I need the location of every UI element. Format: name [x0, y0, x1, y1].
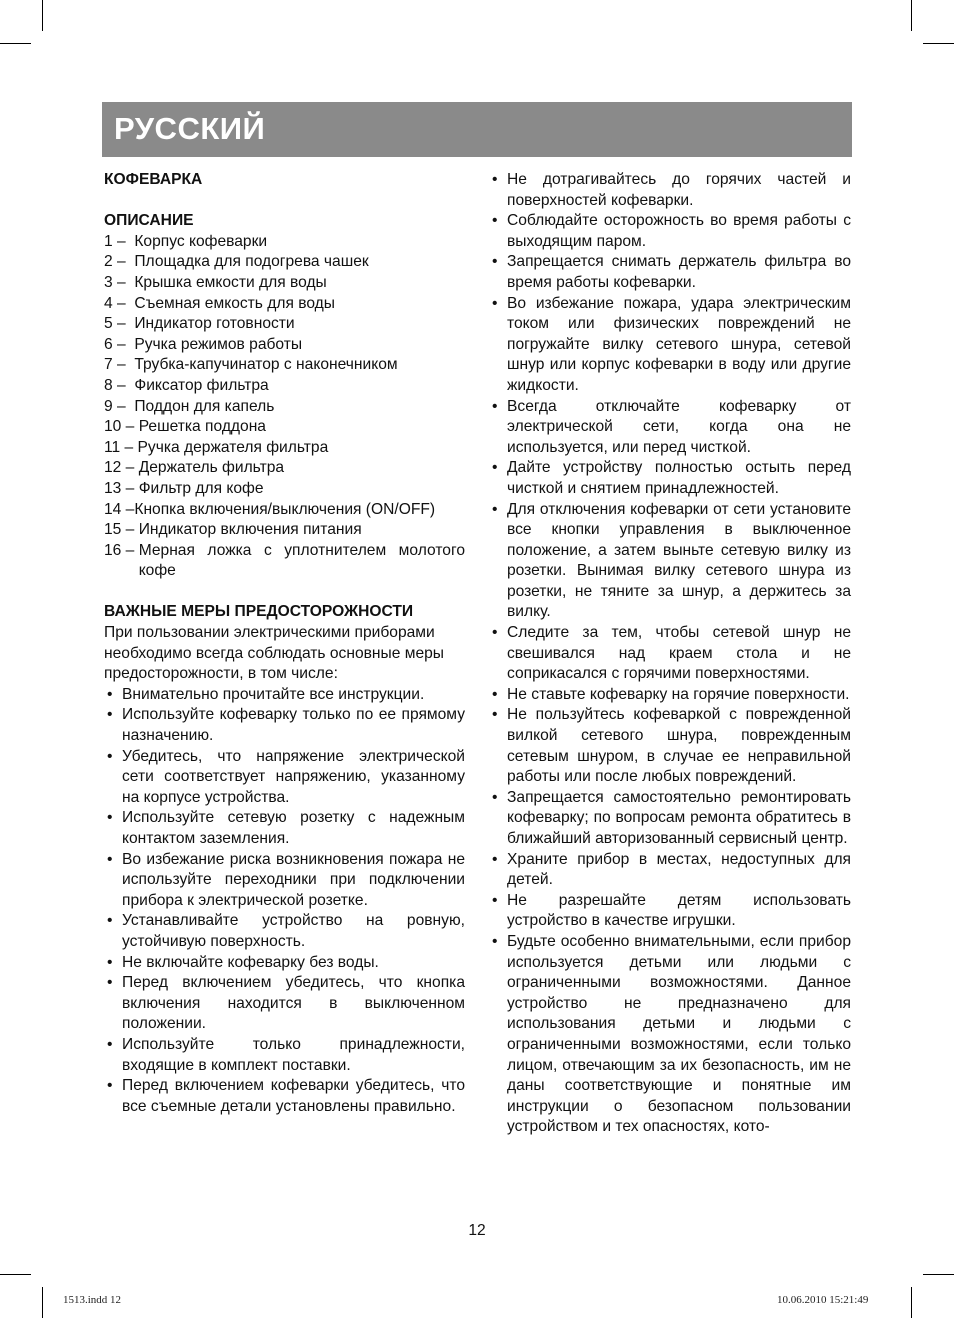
bullet-text: Перед включением убедитесь, что кнопка включения находится в выключенном положении. [122, 974, 465, 1033]
bullet-icon: • [492, 850, 498, 868]
bullet-icon: • [492, 624, 498, 642]
bullet-item [104, 953, 465, 974]
bullet-text: Убедитесь, что напряжение электрической сети соответствует напряжению, указанному на корпусе устройства. [122, 747, 465, 806]
left-column [104, 170, 465, 1117]
parts-list [104, 232, 465, 582]
bullet-item [489, 685, 851, 706]
safety-heading: ВАЖНЫЕ МЕРЫ ПРЕДОСТОРОЖНОСТИ [104, 603, 414, 621]
footer-file: 1513.indd 12 [63, 1294, 122, 1306]
parts-list-item [104, 541, 465, 582]
part-number: 8 – [104, 376, 135, 394]
part-number: 5 – [104, 315, 135, 333]
bullet-icon: • [107, 809, 113, 827]
part-name: Корпус кофеварки [134, 232, 268, 250]
part-name: Индикатор включения питания [138, 521, 362, 539]
bullet-item [104, 1035, 465, 1076]
part-number: 7 – [104, 356, 135, 374]
bullet-icon: • [492, 932, 498, 950]
product-title: КОФЕВАРКА [104, 171, 203, 188]
bullet-item [104, 808, 465, 849]
crop-mark-bottom-left-h [0, 1274, 31, 1275]
crop-mark-top-left-h [0, 43, 31, 44]
part-number: 12 – [104, 459, 139, 477]
right-bullet-list [489, 170, 851, 1138]
bullet-icon: • [492, 171, 498, 188]
part-number: 14 – [104, 500, 135, 518]
part-name: Решетка поддона [138, 418, 266, 436]
bullet-item [104, 973, 465, 1035]
part-number: 4 – [104, 294, 135, 312]
page-number: 12 [468, 1222, 486, 1239]
bullet-text: Используйте кофеварку только по ее прямому назначению. [122, 706, 465, 745]
parts-list-item [104, 417, 465, 438]
bullet-item [489, 788, 851, 850]
parts-list-item [104, 376, 465, 397]
bullet-icon: • [107, 953, 113, 971]
bullet-icon: • [492, 706, 498, 724]
bullet-item [489, 500, 851, 624]
bullet-text: Запрещается снимать держатель фильтра во время работы кофеварки. [507, 253, 851, 291]
parts-list-item [104, 520, 465, 541]
part-number: 1 – [104, 232, 135, 250]
parts-list-item [104, 273, 465, 294]
part-name: Ручка держателя фильтра [137, 438, 329, 456]
part-name: Крышка емкости для воды [134, 273, 327, 291]
part-name: Съемная емкость для воды [134, 294, 335, 312]
parts-list-item [104, 500, 465, 521]
part-name: Кнопка включения/выключения (ON/OFF) [134, 500, 436, 518]
bullet-item [104, 850, 465, 912]
part-name: Поддон для капель [134, 397, 275, 415]
bullet-item [104, 705, 465, 746]
parts-list-item [104, 397, 465, 418]
bullet-icon: • [107, 685, 113, 703]
bullet-icon: • [107, 850, 113, 868]
parts-list-item [104, 355, 465, 376]
bullet-text: Будьте особенно внимательными, если прибор используется детьми или людьми с ограниченными возможностями. Данное устройство не предназначено для использования детьми и людьми с ограниченными возможностями, если только лицом, отвечающим за их безопасность, им не даны соответствующие и понятные им инструкции о безопасном пользовании устройством и тех опасностях, кото- [507, 932, 851, 1136]
bullet-icon: • [492, 685, 498, 703]
bullet-text: Соблюдайте осторожность во время работы с выходящим паром. [507, 212, 851, 250]
bullet-text: Храните прибор в местах, недоступных для детей. [507, 850, 851, 889]
crop-mark-top-left-v [42, 0, 43, 31]
bullet-text: Всегда отключайте кофеварку от электрической сети, когда она не используется, или перед чисткой. [507, 397, 851, 456]
part-number: 6 – [104, 335, 135, 353]
part-name: Фильтр для кофе [138, 479, 264, 497]
bullet-text: Для отключения кофеварки от сети установите все кнопки управления в выключенное положение, а затем выньте сетевую вилку из розетки. Вынимая вилку сетевого шнура из розетки, не тяните за шнур, а держитесь за вилку. [507, 500, 851, 621]
footer-timestamp: 10.06.2010 15:21:49 [777, 1294, 869, 1306]
parts-list-item [104, 335, 465, 356]
bullet-item [489, 850, 851, 891]
bullet-icon: • [107, 1077, 113, 1095]
bullet-text: Используйте только принадлежности, входящие в комплект поставки. [122, 1035, 465, 1074]
part-number: 13 – [104, 479, 139, 497]
bullet-text: Используйте сетевую розетку с надежным контактом заземления. [122, 809, 465, 847]
bullet-text: Запрещается самостоятельно ремонтировать кофеварку; по вопросам ремонта обратитесь в ближайший авторизованный сервисный центр. [507, 788, 851, 847]
language-title: РУССКИЙ [114, 111, 266, 146]
bullet-text: Дайте устройству полностью остыть перед чисткой и снятием принадлежностей. [507, 459, 851, 497]
crop-mark-bottom-left-v [42, 1287, 43, 1318]
part-name: Трубка-капучинатор с наконечником [134, 356, 398, 374]
part-name: Держатель фильтра [138, 459, 285, 477]
part-number: 10 – [104, 418, 139, 436]
bullet-item [489, 705, 851, 787]
left-bullet-list [104, 685, 465, 1117]
part-number: 9 – [104, 397, 135, 415]
bullet-item [489, 294, 851, 397]
bullet-icon: • [492, 500, 498, 518]
bullet-item [489, 397, 851, 459]
part-number: 2 – [104, 253, 135, 271]
bullet-item [489, 252, 851, 293]
bullet-text: Перед включением кофеварки убедитесь, что все съемные детали установлены правильно. [122, 1077, 465, 1115]
bullet-text: Не разрешайте детям использовать устройство в качестве игрушки. [507, 891, 851, 930]
safety-intro-continued: предосторожности, в том числе: [104, 665, 338, 683]
bullet-text: Во избежание пожара, удара электрическим током или физических повреждений не погружайте вилку сетевого шнура, сетевой шнур или корпус кофеварки в воду или другие жидкости. [507, 294, 851, 394]
safety-intro: При пользовании электрическими приборами необходимо всегда соблюдать основные меры [104, 624, 445, 662]
bullet-icon: • [107, 974, 113, 992]
bullet-item [104, 1076, 465, 1117]
part-number: 16 – [104, 541, 139, 559]
parts-list-item [104, 438, 465, 459]
bullet-item [489, 458, 851, 499]
part-number: 3 – [104, 273, 135, 291]
bullet-item [104, 911, 465, 952]
crop-mark-top-right-h [923, 43, 954, 44]
crop-mark-bottom-right-h [923, 1274, 954, 1275]
language-banner [102, 102, 852, 157]
parts-list-item [104, 314, 465, 335]
bullet-icon: • [107, 912, 113, 930]
bullet-icon: • [107, 1035, 113, 1053]
crop-mark-bottom-right-v [911, 1287, 912, 1318]
bullet-text: Не включайте кофеварку без воды. [122, 953, 379, 971]
description-heading: ОПИСАНИЕ [104, 212, 194, 230]
bullet-icon: • [492, 459, 498, 477]
bullet-icon: • [492, 253, 498, 271]
bullet-item [489, 211, 851, 252]
parts-list-item [104, 458, 465, 479]
bullet-text: Во избежание риска возникновения пожара не используйте переходники при подключении прибора к электрической розетке. [122, 850, 465, 909]
bullet-text: Не пользуйтесь кофеваркой с поврежденной вилкой сетевого шнура, поврежденным сетевым шнуром, в случае ее неправильной работы или после любых повреждений. [507, 706, 851, 786]
bullet-icon: • [492, 212, 498, 230]
parts-list-item [104, 294, 465, 315]
bullet-item [489, 170, 851, 211]
bullet-text: Устанавливайте устройство на ровную, устойчивую поверхность. [122, 912, 465, 950]
part-number: 11 – [104, 438, 138, 456]
part-name: Площадка для подогрева чашек [134, 253, 369, 271]
bullet-icon: • [492, 294, 498, 312]
bullet-item [489, 623, 851, 685]
bullet-item [104, 685, 465, 706]
bullet-text: Внимательно прочитайте все инструкции. [122, 685, 425, 703]
part-name: Индикатор готовности [134, 315, 295, 333]
bullet-icon: • [492, 397, 498, 415]
bullet-item [489, 891, 851, 932]
bullet-icon: • [107, 706, 113, 724]
bullet-text: Следите за тем, чтобы сетевой шнур не свешивался над краем стола и не соприкасался с горячими поверхностями. [507, 624, 851, 683]
bullet-item [104, 747, 465, 809]
parts-list-item [104, 479, 465, 500]
bullet-icon: • [107, 747, 113, 765]
bullet-icon: • [492, 891, 498, 909]
bullet-text: Не ставьте кофеварку на горячие поверхности. [507, 685, 850, 703]
part-name: Фиксатор фильтра [134, 376, 269, 394]
part-name: Мерная ложка с уплотнителем молотого кофе [138, 541, 465, 580]
parts-list-item [104, 232, 465, 253]
part-number: 15 – [104, 521, 139, 539]
crop-mark-top-right-v [911, 0, 912, 31]
bullet-icon: • [492, 788, 498, 806]
parts-list-item [104, 252, 465, 273]
bullet-text: Не дотрагивайтесь до горячих частей и поверхностей кофеварки. [507, 171, 851, 209]
part-name: Ручка режимов работы [134, 335, 303, 353]
right-column [489, 170, 851, 1138]
bullet-item [489, 932, 851, 1138]
